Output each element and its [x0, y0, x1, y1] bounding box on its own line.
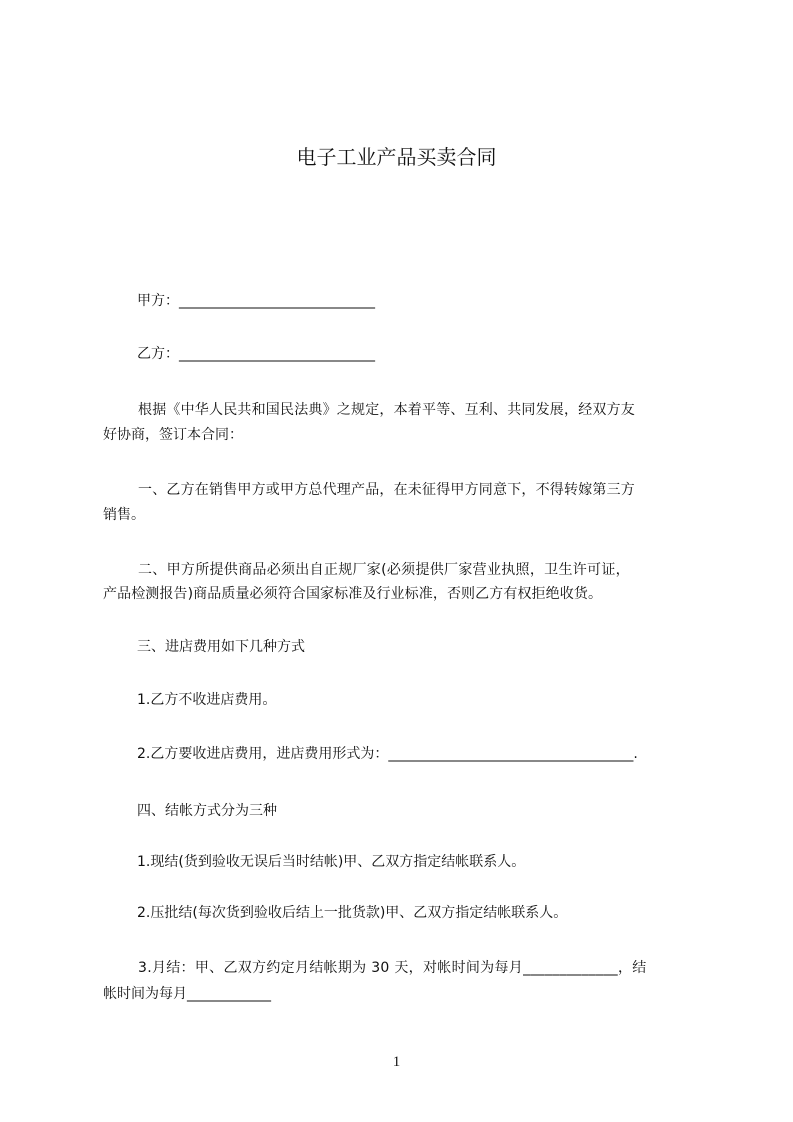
clause-4-item-2: 2.压批结(每次货到验收后结上一批货款)甲、乙双方指定结帐联系人。	[137, 905, 568, 921]
document-title: 电子工业产品买卖合同	[296, 145, 497, 169]
clause-3-heading: 三、进店费用如下几种方式	[137, 639, 305, 655]
clause-1-line-2: 销售。	[103, 507, 145, 523]
clause-3-item-2: 2.乙方要收进店费用，进店费用形式为：___________________________________.	[137, 746, 638, 762]
clause-1-line-1: 一、乙方在销售甲方或甲方总代理产品，在未征得甲方同意下，不得转嫁第三方	[138, 482, 635, 498]
clause-4-item-1: 1.现结(货到验收无误后当时结帐)甲、乙双方指定结帐联系人。	[137, 854, 526, 870]
clause-3-item-1: 1.乙方不收进店费用。	[137, 692, 277, 708]
page-number: 1	[392, 1054, 401, 1070]
preamble-line-2: 好协商，签订本合同：	[103, 427, 243, 443]
clause-2-line-2: 产品检测报告)商品质量必须符合国家标准及行业标准，否则乙方有权拒绝收货。	[103, 586, 603, 602]
clause-2-line-1: 二、甲方所提供商品必须出自正规厂家(必须提供厂家营业执照，卫生许可证，	[138, 562, 630, 578]
clause-4-item-3-line-1: 3.月结：甲、乙双方约定月结帐期为 30 天，对帐时间为每月_____________，结	[138, 960, 647, 976]
clause-4-item-3-line-2: 帐时间为每月____________	[103, 986, 271, 1002]
party-a-line: 甲方：____________________________	[137, 293, 375, 309]
party-b-line: 乙方：____________________________	[137, 346, 375, 362]
preamble-line-1: 根据《中华人民共和国民法典》之规定，本着平等、互利、共同发展，经双方友	[138, 402, 635, 418]
clause-4-heading: 四、结帐方式分为三种	[137, 803, 277, 819]
